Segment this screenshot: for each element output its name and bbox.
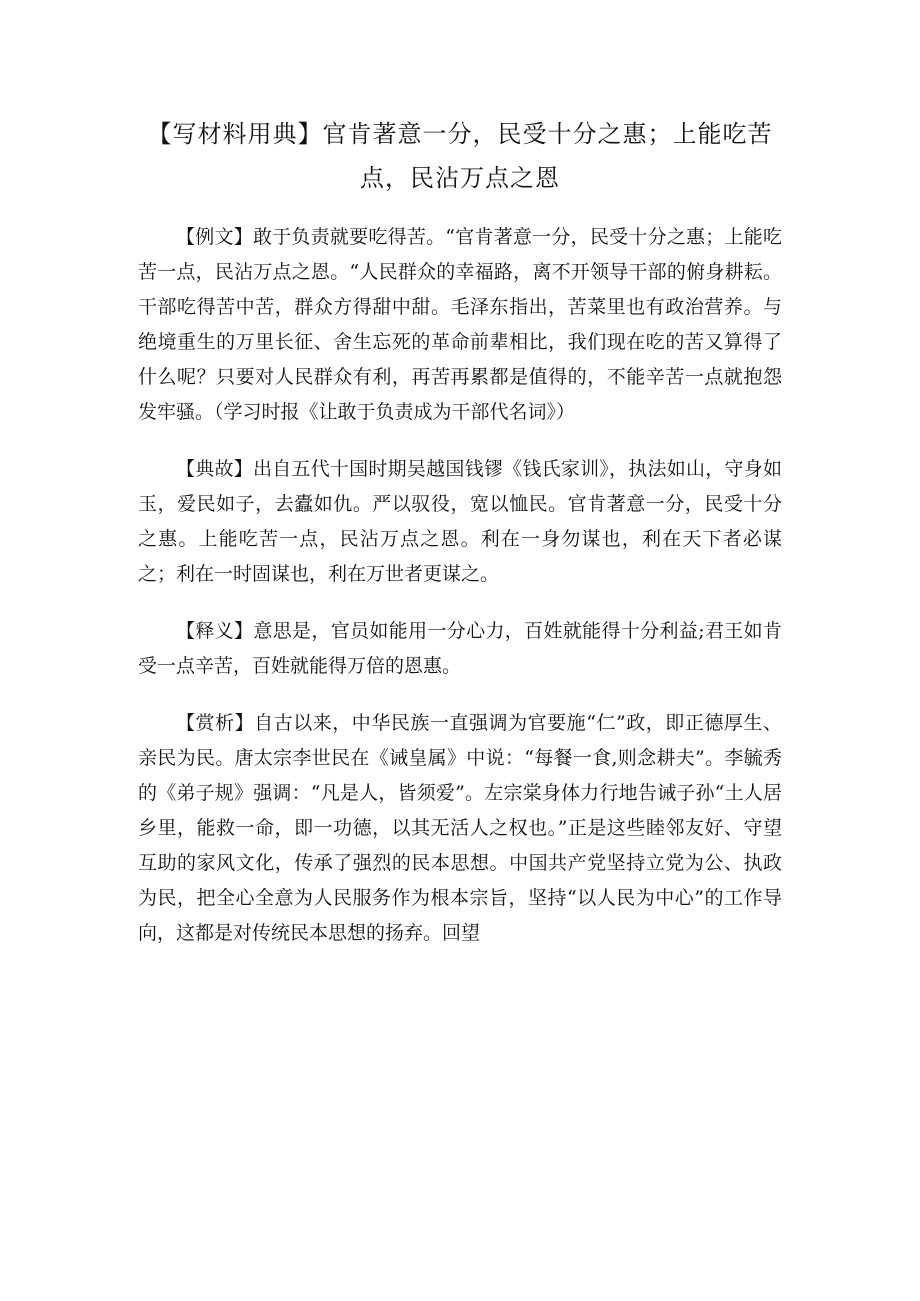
section-body: 出自五代十国时期吴越国钱镠《钱氏家训》，执法如山，守身如玉，爱民如子，去蠹如仇。严以驭役，宽以恤民。官肯著意一分，民受十分之惠。上能吃苦一点，民沾万点之恩。利在一身勿谋也，利在天下者必谋之；利在一时固谋也，利在万世者更谋之。 [138,458,782,585]
section-appreciation [138,706,782,951]
title-line-2: 点，民沾万点之恩 [360,164,560,192]
section-tag: 【典故】 [176,458,253,480]
section-example [138,220,782,430]
section-tag: 【释义】 [176,620,254,642]
section-body: 敢于负责就要吃得苦。“官肯著意一分，民受十分之惠；上能吃苦一点，民沾万点之恩。“人民群众的幸福路，离不开领导干部的俯身耕耘。干部吃得苦中苦，群众方得甜中甜。毛泽东指出，苦菜里也有政治营养。与绝境重生的万里长征、舍生忘死的革命前辈相比，我们现在吃的苦又算得了什么呢？只要对人民群众有利，再苦再累都是值得的，不能辛苦一点就抱怨发牢骚。（学习时报《让敢于负责成为干部代名词》） [138,226,782,423]
section-tag: 【例文】 [176,226,253,248]
title-line-1: 【写材料用典】官肯著意一分，民受十分之惠；上能吃苦 [147,120,773,148]
section-meaning [138,614,782,684]
document-title [138,112,782,200]
section-tag: 【赏析】 [176,712,255,734]
document-page [138,112,782,951]
section-allusion [138,452,782,592]
section-body: 自古以来，中华民族一直强调为官要施“仁”政，即正德厚生、亲民为民。唐太宗李世民在《诫皇属》中说：“每餐一食,则念耕夫”。李毓秀的《弟子规》强调：“凡是人，皆须爱”。左宗棠身体力行地告诫子孙“土人居乡里，能救一命，即一功德，以其无活人之权也。”正是这些睦邻友好、守望互助的家风文化，传承了强烈的民本思想。中国共产党坚持立党为公、执政为民，把全心全意为人民服务作为根本宗旨，坚持“以人民为中心”的工作导向，这都是对传统民本思想的扬弃。回望 [138,712,782,944]
section-body: 意思是，官员如能用一分心力，百姓就能得十分利益;君王如肯受一点辛苦，百姓就能得万倍的恩惠。 [138,620,782,677]
